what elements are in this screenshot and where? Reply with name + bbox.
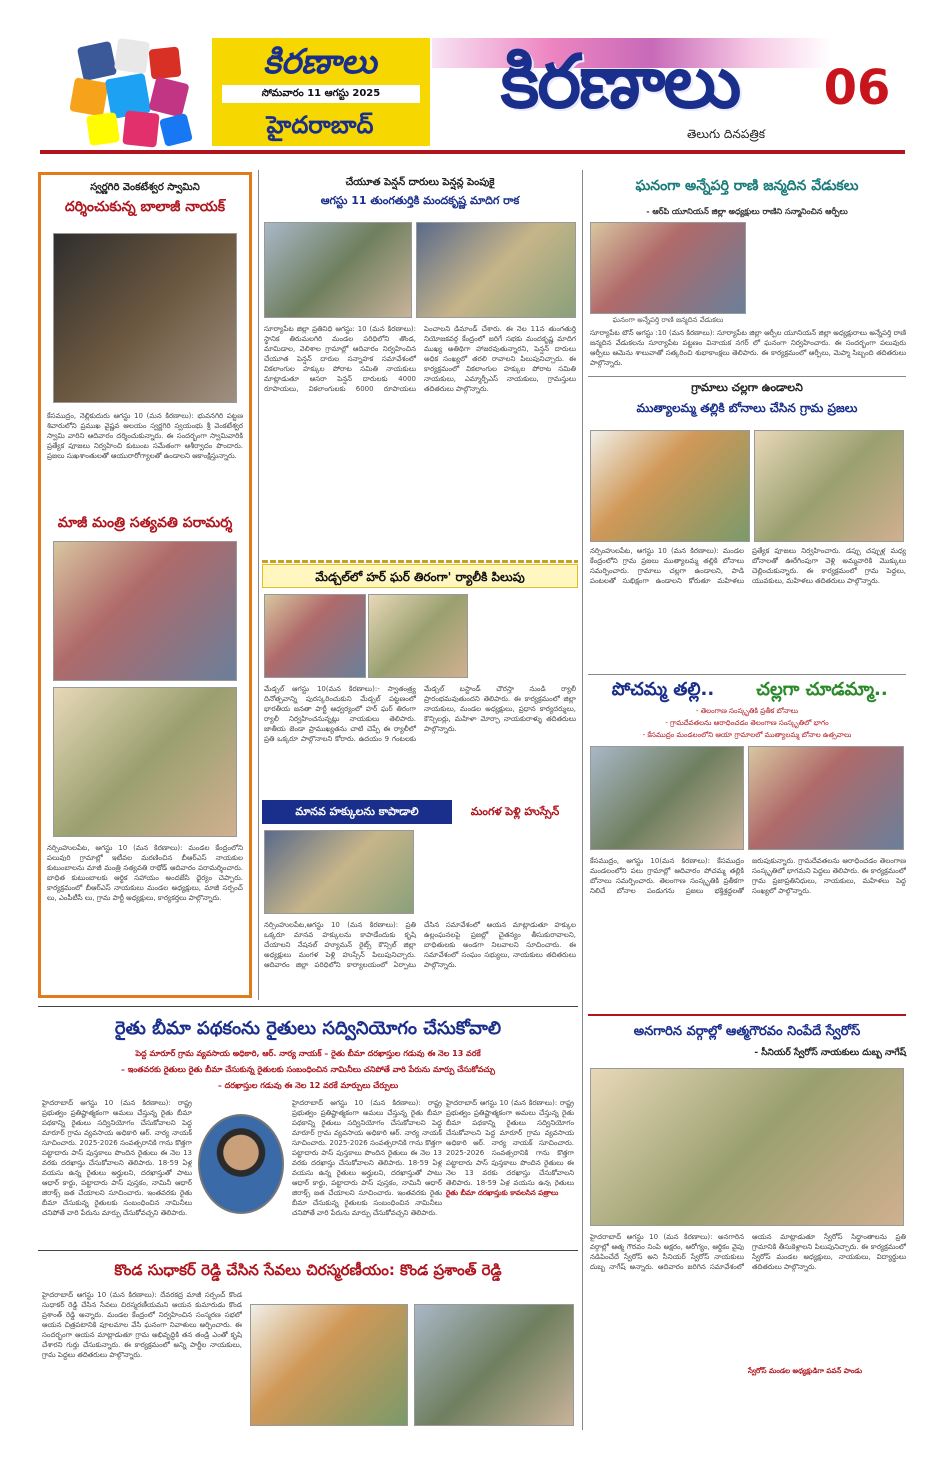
- masthead-rule: [40, 150, 905, 154]
- b1-body: సూర్యాపేట జిల్లా ప్రతినిధి ఆగస్టు: 10 (మన కిరణాలు): స్థానిక తిరుమలగిరి మండల పరిధిలోని తొండ, మామిడాల, వెలిశాల గ్రామాల్లో ఆదివారం నిర్వహించిన చేయూత పెన్షన్ దారుల సన్నాహక సమావేశంలో వికలాంగుల హక్కుల పోరాట సమితి నాయకులు మాట్లాడుతూ ఆసరా పెన్షన్ దారులకు 4000 రూపాయలు, వికలాంగులకు 6000 రూపాయలు పెంచాలని డిమాండ్ చేశారు. ఈ నెల 11న తుంగతుర్తి నియోజకవర్గ కేంద్రంలో జరిగే సభకు మందకృష్ణ మాదిగ ముఖ్య అతిథిగా హాజరవుతున్నారని, పెన్షన్ దారులు అధిక సంఖ్యలో తరలి రావాలని పిలుపునిచ్చారు. ఈ కార్యక్రమంలో వికలాంగుల హక్కుల పోరాట సమితి నాయకులు, ఎమ్మార్పీఎస్ నాయకులు, గ్రామస్తులు తదితరులు పాల్గొన్నారు.: [264, 325, 576, 393]
- c2-title: ముత్యాలమ్మ తల్లికి బోనాలు చేసిన గ్రామ ప్రజలు: [636, 401, 858, 415]
- col-divider-2: [582, 170, 583, 1430]
- d1-portrait: [198, 1114, 284, 1214]
- c3-title-a: పోచమ్మ తల్లి..: [611, 679, 715, 700]
- d1-sub3: – దరఖాస్తుల గడువు ఈ నెల 12 వరకే మార్పులు చేర్పులు: [217, 1081, 399, 1090]
- d1-title: రైతు బీమా పథకంను రైతులు సద్వినియోగం చేసుకోవాలి: [114, 1018, 502, 1039]
- a2-title: మాజీ మంత్రి సత్యవతి పరామర్శ: [57, 515, 233, 531]
- b2-photo-1: [264, 594, 366, 678]
- b1-photo-1: [264, 222, 412, 318]
- b2-photo-2: [368, 594, 468, 678]
- masthead: [0, 0, 945, 150]
- c3-line1: - తెలంగాణ సంస్కృతికి ప్రతీక బోనాలు: [695, 707, 799, 715]
- c2-photo-2: [754, 430, 904, 542]
- b2-body: మేడ్చల్ ఆగస్టు 10(మన కిరణాలు):- స్వాతంత్ర్య దినోత్సవాన్ని పురస్కరించుకుని మేడ్చల్ పట్టణంలో భారతీయ జనతా పార్టీ ఆధ్వర్యంలో హర్ ఘర్ తిరంగా ర్యాలీ నిర్వహించనున్నట్లు నాయకులు తెలిపారు. జాతీయ జెండా ప్రాముఖ్యతను చాటి చెప్పే ఈ ర్యాలీలో ప్రతి ఒక్కరూ పాల్గొనాలని కోరారు. ఉదయం 9 గంటలకు మేడ్చల్ బస్టాండ్ చౌరస్తా నుండి ర్యాలీ ప్రారంభమవుతుందని తెలిపారు. ఈ కార్యక్రమంలో జిల్లా నాయకులు, మండల అధ్యక్షులు, ప్రధాన కార్యదర్శులు, కౌన్సిలర్లు, మహిళా మోర్చా నాయకురాళ్ళు తదితరులు పాల్గొన్నారు.: [264, 685, 576, 743]
- d2-title: కొండ సుధాకర్ రెడ్డి చేసిన సేవలు చిరస్మరణీయం: కొండ ప్రశాంత్ రెడ్డి: [114, 1261, 502, 1279]
- bottom-section: [38, 1010, 578, 1430]
- bottom-section-rule: [38, 1006, 578, 1007]
- issue-date: సోమవారం 11 ఆగస్టు 2025: [222, 85, 420, 103]
- d2-body: హైదరాబాద్ ఆగస్టు 10 (మన కిరణాలు): దేవరకద్ర మాజీ సర్పంచ్ కొండ సుధాకర్ రెడ్డి చేసిన సేవలు చిరస్మరణీయమని ఆయన కుమారుడు కొండ ప్రశాంత్ రెడ్డి అన్నారు. మండల కేంద్రంలో నిర్వహించిన సంస్మరణ సభలో ఆయన చిత్రపటానికి పూలమాల వేసి ఘనంగా నివాళులు అర్పించారు. ఈ సందర్భంగా ఆయన మాట్లాడుతూ గ్రామ అభివృద్ధికి తన తండ్రి ఎంతో కృషి చేశారని గుర్తు చేసుకున్నారు. ఈ కార్యక్రమంలో అన్ని పార్టీల నాయకులు, గ్రామ పెద్దలు తదితరులు పాల్గొన్నారు.: [42, 1291, 242, 1359]
- c3-photo-2: [748, 746, 904, 850]
- b1-title: ఆగస్టు 11 తుంగతుర్తికి మందకృష్ణ మాదిగ రాక: [320, 194, 520, 207]
- d1-sub1: పెద్ద మారూర్ గ్రామ వ్యవసాయ అధికారి, ఆర్. నార్య నాయక్ – రైతు బీమా దరఖాస్తుల గడువు ఈ నెల 13 వరకే: [135, 1049, 481, 1058]
- page-number: 06: [823, 60, 891, 116]
- c3-photo-1: [590, 746, 744, 850]
- left-column: [38, 172, 252, 998]
- small-logo: కిరణాలు: [263, 42, 377, 82]
- c3-title-b: చల్లగా చూడమ్మా..: [756, 679, 888, 700]
- c3-line3: - కేసముద్రం మండలంలోని ఆయా గ్రామాలలో ముత్యాలమ్మ బోనాల ఉత్సవాలు: [642, 731, 852, 739]
- d2-rule: [38, 1250, 578, 1251]
- d1-sub2: – ఇంతవరకు రైతులు రైతు బీమా చేసుకున్న రైతులకు సంబంధించిన నామినీలు చనిపోతే వారి పేరును మార్పు చేసుకోవచ్చు: [120, 1065, 496, 1074]
- c4-body: హైదరాబాద్ ఆగస్టు 10 (మన కిరణాలు): అనగారిన వర్గాల్లో ఆత్మ గౌరవం నింపి అక్షరం, ఆరోగ్యం, ఆర్థికం వైపు నడిపించేదే స్వేరోస్ అని సీనియర్ స్వేరోస్ నాయకులు దుబ్బ నాగేష్ అన్నారు. ఆదివారం జరిగిన సమావేశంలో ఆయన మాట్లాడుతూ స్వేరోస్ సిద్ధాంతాలను ప్రతి గ్రామానికి తీసుకెళ్లాలని పిలుపునిచ్చారు. ఈ కార్యక్రమంలో స్వేరోస్ మండల అధ్యక్షులు, నాయకులు, విద్యార్థులు తదితరులు పాల్గొన్నారు.: [590, 1233, 906, 1271]
- b3-title-b: మంగళ పెళ్లి హుస్సేన్: [470, 805, 560, 818]
- c2-kicker: గ్రామాలు చల్లగా ఉండాలని: [691, 381, 803, 394]
- c1-body: సూర్యాపేట టౌన్ ఆగస్టు :10 (మన కిరణాలు): సూర్యాపేట జిల్లా ఆర్పీల యూనియన్ జిల్లా అధ్యక్షురాలు అన్నేపర్తి రాణి జన్మదిన వేడుకలను సూర్యాపేట పట్టణం వినాయక నగర్ లో ఘనంగా నిర్వహించారు. ఈ సందర్భంగా పలువురు ఆర్పీలు ఆమెను శాలువాతో సత్కరించి శుభాకాంక్షలు తెలిపారు. ఈ కార్యక్రమంలో ఆర్పీలు, మెప్మా సిబ్బంది తదితరులు పాల్గొన్నారు.: [590, 329, 906, 367]
- d1-body-a: హైదరాబాద్ ఆగస్టు 10 (మన కిరణాలు): రాష్ట్ర ప్రభుత్వం ప్రతిష్టాత్మకంగా అమలు చేస్తున్న రైతు బీమా పథకాన్ని రైతులు సద్వినియోగం చేసుకోవాలని పెద్ద మారూర్ గ్రామ వ్యవసాయ అధికారి ఆర్. నార్య నాయక్ సూచించారు. 2025-2026 సంవత్సరానికి గాను కొత్తగా పట్టాదారు పాస్ పుస్తకాలు పొందిన రైతులు ఈ నెల 13 వరకు దరఖాస్తు చేసుకోవాలని తెలిపారు. 18-59 ఏళ్ల వయసు ఉన్న రైతులు అర్హులని, దరఖాస్తుతో పాటు ఆధార్ కార్డు, పట్టాదారు పాస్ పుస్తకం, నామినీ ఆధార్ జిరాక్స్ జత చేయాలని సూచించారు. ఇంతవరకు రైతు బీమా చేసుకున్న రైతులకు సంబంధించిన నామినీలు చనిపోతే వారి పేరును మార్పు చేసుకోవచ్చని తెలిపారు.: [42, 1099, 192, 1217]
- d2-photo-2: [414, 1304, 574, 1426]
- c1-photo: [590, 222, 746, 314]
- c1-sub: - ఆర్‌పి యూనియన్ జిల్లా అధ్యక్షులు రాణిని సన్మానించిన ఆర్పీలు: [646, 207, 848, 216]
- d1-body-c: హైదరాబాద్ ఆగస్టు 10 (మన కిరణాలు): రాష్ట్ర ప్రభుత్వం ప్రతిష్టాత్మకంగా అమలు చేస్తున్న రైతు బీమా పథకాన్ని రైతులు సద్వినియోగం చేసుకోవాలని పెద్ద మారూర్ గ్రామ వ్యవసాయ అధికారి ఆర్. నార్య నాయక్ సూచించారు. 2025-2026 సంవత్సరానికి గాను కొత్తగా పట్టాదారు పాస్ పుస్తకాలు పొందిన రైతులు ఈ నెల 13 వరకు దరఖాస్తు చేసుకోవాలని తెలిపారు. 18-59 ఏళ్ల వయసు ఉన్న రైతులు: [446, 1099, 574, 1186]
- b2-divider: [262, 560, 578, 563]
- a1-kicker: స్వర్ణగిరి వెంకటేశ్వర స్వామిని: [90, 182, 200, 193]
- c4-photo: [590, 1068, 904, 1226]
- c2-body: నర్సింహులపేట, ఆగస్టు 10 (మన కిరణాలు): మండల కేంద్రంలోని గ్రామ ప్రజలు ముత్యాలమ్మ తల్లికి బోనాలు సమర్పించారు. గ్రామాలు చల్లగా ఉండాలని, పాడి పంటలతో సుభిక్షంగా ఉండాలని కోరుతూ మహిళలు ప్రత్యేక పూజలు నిర్వహించారు. డప్పు చప్పుళ్ల మధ్య బోనాలతో ఊరేగింపుగా వెళ్లి అమ్మవారికి మొక్కులు చెల్లించుకున్నారు. ఈ కార్యక్రమంలో గ్రామ పెద్దలు, యువకులు, మహిళలు తదితరులు పాల్గొన్నారు.: [590, 547, 906, 585]
- b3-photo: [264, 830, 414, 914]
- d1-body-b: హైదరాబాద్ ఆగస్టు 10 (మన కిరణాలు): రాష్ట్ర ప్రభుత్వం ప్రతిష్టాత్మకంగా అమలు చేస్తున్న రైతు బీమా పథకాన్ని రైతులు సద్వినియోగం చేసుకోవాలని పెద్ద మారూర్ గ్రామ వ్యవసాయ అధికారి ఆర్. నార్య నాయక్ సూచించారు. 2025-2026 సంవత్సరానికి గాను కొత్తగా పట్టాదారు పాస్ పుస్తకాలు పొందిన రైతులు ఈ నెల 13 వరకు దరఖాస్తు చేసుకోవాలని తెలిపారు. 18-59 ఏళ్ల వయసు ఉన్న రైతులు అర్హులని, దరఖాస్తుతో పాటు ఆధార్ కార్డు, పట్టాదారు పాస్ పుస్తకం, నామినీ ఆధార్ జిరాక్స్ జత చేయాలని సూచించారు. ఇంతవరకు రైతు బీమా చేసుకున్న రైతులకు సంబంధించిన నామినీలు చనిపోతే వారి పేరును మార్పు చేసుకోవచ్చని తెలిపారు.: [292, 1099, 442, 1217]
- b2-title: మేడ్చల్‌లో హర్ ఘర్ తిరంగా' ర్యాలీకి పిలుపు: [262, 564, 578, 588]
- c1-caption: ఘనంగా అన్నేపర్తి రాణి జన్మదిన వేడుకలు: [612, 316, 724, 324]
- center-column: [262, 172, 578, 998]
- c4-sub2: స్వేరోస్ మండల అధ్యక్షుడిగా పవన్ పాండు: [748, 1367, 862, 1375]
- c4-sub: - సీనియర్ స్వేరోస్ నాయకులు దుబ్బ నాగేష్: [754, 1048, 906, 1058]
- a2-photo-1: [53, 541, 237, 681]
- c3-line2: - గ్రామదేవతలను ఆరాధించడం తెలంగాణ సంస్కృతిలో భాగం: [665, 719, 829, 727]
- small-masthead-block: [212, 38, 430, 146]
- b3-title-a: మానవ హక్కులను కాపాడాలి: [262, 800, 452, 824]
- a1-body: కేసముద్రం, నెల్లికుదురు ఆగస్టు 10 (మన కిరణాలు): భువనగిరి పట్టణ శివారులోని ప్రముఖ వైష్ణవ ఆలయం స్వర్ణగిరి స్వయంభు శ్రీ వెంకటేశ్వర స్వామి వారిని ఆదివారం దర్శించుకున్నారు. ఈ సందర్భంగా స్వామివారికి ప్రత్యేక పూజలు నిర్వహించి కుటుంబ సమేతంగా ఆశీర్వాదం పొందారు. ప్రజలు సుఖశాంతులతో ఆయురారోగ్యాలతో ఉండాలని ఆకాంక్షిస్తున్నారు.: [47, 412, 243, 460]
- b1-kicker: చేయూత పెన్షన్ దారులు పెన్షన్ల పెంపుకై: [345, 177, 495, 188]
- a1-photo: [53, 233, 237, 403]
- d2-photo-1: [250, 1304, 408, 1426]
- d1-inline-head: రైతు బీమా దరఖాస్తుకు కావలసిన పత్రాలు: [446, 1189, 559, 1197]
- c3-rule: [588, 674, 906, 675]
- a2-photo-2: [53, 687, 237, 837]
- c1-title: ఘనంగా అన్నేపర్తి రాణి జన్మదిన వేడుకలు: [635, 178, 859, 194]
- c2-photo-1: [590, 430, 750, 542]
- b1-photo-2: [416, 222, 576, 318]
- b3-body: నర్సింహులపేట,ఆగస్టు 10 (మన కిరణాలు): ప్రతి ఒక్కరూ మానవ హక్కులను కాపాడేందుకు కృషి చేయాలని నేషనల్ హ్యూమన్ రైట్స్ కౌన్సిల్ జిల్లా అధ్యక్షులు మంగళ పెళ్లి హుస్సేన్ పిలుపునిచ్చారు. ఆదివారం జిల్లా పరిధిలోని కార్యాలయంలో ఏర్పాటు చేసిన సమావేశంలో ఆయన మాట్లాడుతూ హక్కుల ఉల్లంఘనలపై ప్రజల్లో చైతన్యం తీసుకురావాలని, బాధితులకు అండగా నిలవాలని సూచించారు. ఈ సమావేశంలో సంఘం సభ్యులు, నాయకులు తదితరులు పాల్గొన్నారు.: [264, 921, 576, 969]
- tagline: తెలుగు దినపత్రిక: [686, 127, 766, 141]
- edition-city: హైదరాబాద్: [266, 111, 374, 139]
- social-media-cubes-graphic: [72, 40, 210, 148]
- c3-body: కేసముద్రం, ఆగస్టు 10(మన కిరణాలు): కేసముద్రం మండలంలోని పలు గ్రామాల్లో ఆదివారం పోచమ్మ తల్లికి బోనాలు సమర్పించారు. తెలంగాణ సంస్కృతికి ప్రతీకగా నిలిచే బోనాల పండుగను ప్రజలు భక్తిశ్రద్ధలతో జరుపుకున్నారు. గ్రామదేవతలను ఆరాధించడం తెలంగాణ సంస్కృతిలో భాగమని పెద్దలు తెలిపారు. ఈ కార్యక్రమంలో గ్రామ ప్రజాప్రతినిధులు, నాయకులు, మహిళలు పెద్ద సంఖ్యలో పాల్గొన్నారు.: [590, 857, 906, 895]
- c2-rule: [588, 376, 906, 377]
- a1-title: దర్శించుకున్న బాలాజీ నాయక్: [64, 199, 226, 215]
- c4-title: అనగారిన వర్గాల్లో ఆత్మగౌరవం నింపేదే స్వేరోస్: [633, 1024, 861, 1039]
- a2-body: నర్సింహులపేట, ఆగస్టు 10 (మన కిరణాలు): మండల కేంద్రంలోని పలువురి గ్రామాల్లో ఇటీవల మరణించిన బీఆర్ఎస్ నాయకుల కుటుంబాలను మాజీ మంత్రి సత్యవతి రాథోడ్ ఆదివారం పరామర్శించారు. బాధిత కుటుంబాలకు ఆర్థిక సహాయం అందజేసి ధైర్యం చెప్పారు. కార్యక్రమంలో బీఆర్ఎస్ నాయకులు మండల అధ్యక్షులు, మాజీ సర్పంచ్ లు, ఎంపీటీసీ లు, గ్రామ పార్టీ అధ్యక్షులు, కార్యకర్తలు పాల్గొన్నారు.: [47, 844, 243, 902]
- right-column: [588, 172, 906, 1430]
- c4-rule: [588, 1014, 906, 1016]
- col-divider-1: [258, 170, 259, 1000]
- main-logo: కిరణాలు: [500, 39, 740, 125]
